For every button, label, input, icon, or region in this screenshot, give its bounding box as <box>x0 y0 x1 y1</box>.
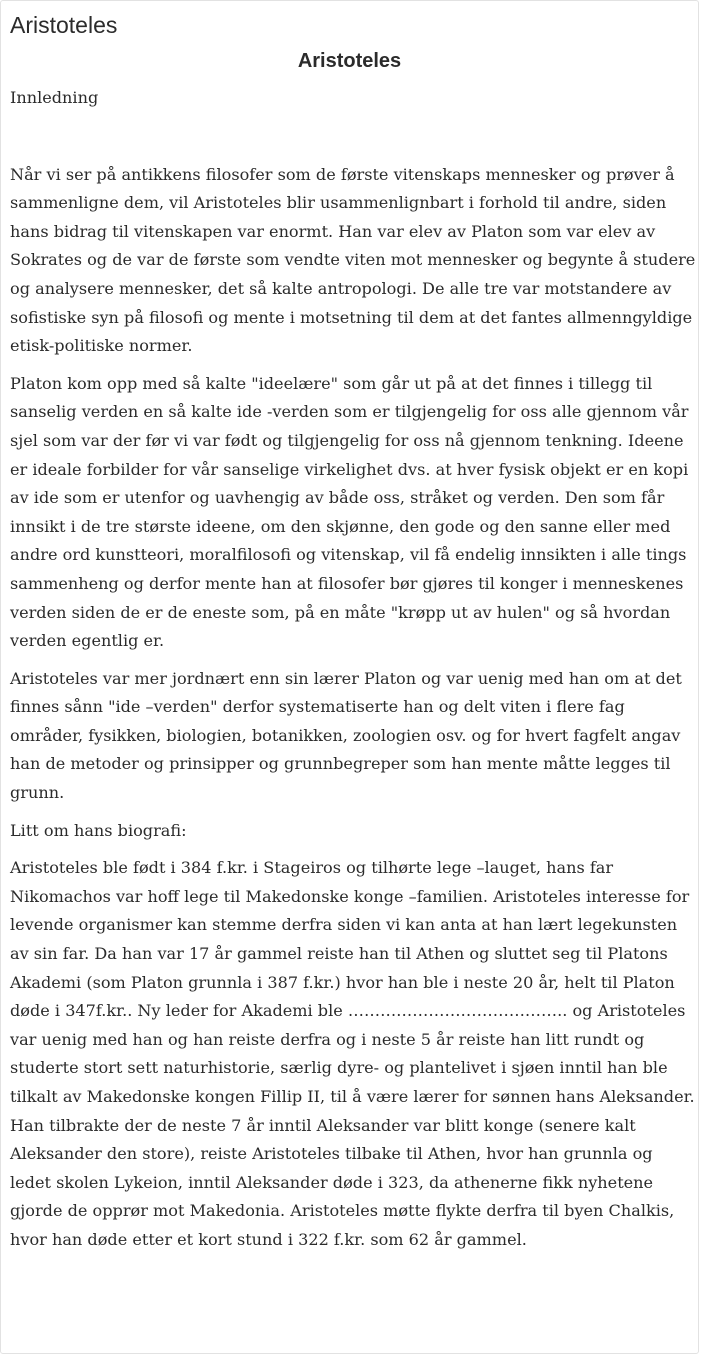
document-title: Aristoteles <box>297 50 402 72</box>
paragraph: Aristoteles ble født i 384 f.kr. i Stageiros og tilhørte lege –lauget, hans far Nikomachos var hoff lege til Makedonske konge –familien. Aristoteles interesse for levende organismer kan stemme derfra siden vi kan anta at han lært legekunsten av sin far. Da han var 17 år gammel reiste han til Athen og sluttet seg til Platons Akademi (som Platon grunnla i 387 f.kr.) hvor han ble i neste 20 år, helt til Platon døde i 347f.kr.. Ny leder for Akademi ble ………………………………….. og Aristoteles var uenig med han og han reiste derfra og i neste 5 år reiste han litt rundt og studerte stort sett naturhistorie, særlig dyre- og plantelivet i sjøen inntil han ble tilkalt av Makedonske kongen Fillip II, til å være lærer for sønnen hans Aleksander. Han tilbrakte der de neste 7 år inntil Aleksander var blitt konge (senere kalt Aleksander den store), reiste Aristoteles tilbake til Athen, hvor han grunnla og ledet skolen Lykeion, inntil Aleksander døde i 323, da athenerne fikk nyhetene gjorde de opprør mot Makedonia. Aristoteles møtte flykte derfra til byen Chalkis, hvor han døde etter et kort stund i 322 f.kr. som 62 år gammel. <box>10 858 695 1249</box>
section-heading-intro: Innledning <box>10 88 99 107</box>
paragraph: Aristoteles var mer jordnært enn sin lærer Platon og var uenig med han om at det finnes sånn "ide –verden" derfor systematiserte han og delt viten i flere fag områder, fysikken, biologien, botanikken, zoologien osv. og for hvert fagfelt angav han de metoder og prinsipper og grunnbegreper som han mente måtte legges til grunn. <box>10 668 682 803</box>
paragraph: Platon kom opp med så kalte "ideelære" som går ut på at det finnes i tillegg til sanselig verden en så kalte ide -verden som er tilgjengelig for oss alle gjennom vår sjel som var der før vi var født og tilgjengelig for oss nå gjennom tenkning. Ideene er ideale forbilder for vår sanselige virkelighet dvs. at hver fysisk objekt er en kopi av ide som er utenfor og uavhengig av både oss, stråket og verden. Den som får innsikt i de tre største ideene, om den skjønne, den gode og den sanne eller med andre ord kunstteori, moralfilosofi og vitenskap, vil få endelig innsikten i alle tings sammenheng og derfor mente han at filosofer bør gjøres til konger i menneskenes verden siden de er de eneste som, på en måte "krøpp ut av hulen" og så hvordan verden egentlig er. <box>10 373 689 651</box>
page-title: Aristoteles <box>10 12 118 38</box>
section-heading-biography: Litt om hans biografi: <box>10 820 187 840</box>
document-body <box>10 84 698 1264</box>
paragraph: Når vi ser på antikkens filosofer som de første vitenskaps mennesker og prøver å sammenligne dem, vil Aristoteles blir usammenlignbart i forhold til andre, siden hans bidrag til vitenskapen var enormt. Han var elev av Platon som var elev av Sokrates og de var de første som vendte viten mot mennesker og begynte å studere og analysere mennesker, det så kalte antropologi. De alle tre var motstandere av sofistiske syn på filosofi og mente i motsetning til dem at det fantes allmenngyldige etisk-politiske normer. <box>10 164 696 356</box>
